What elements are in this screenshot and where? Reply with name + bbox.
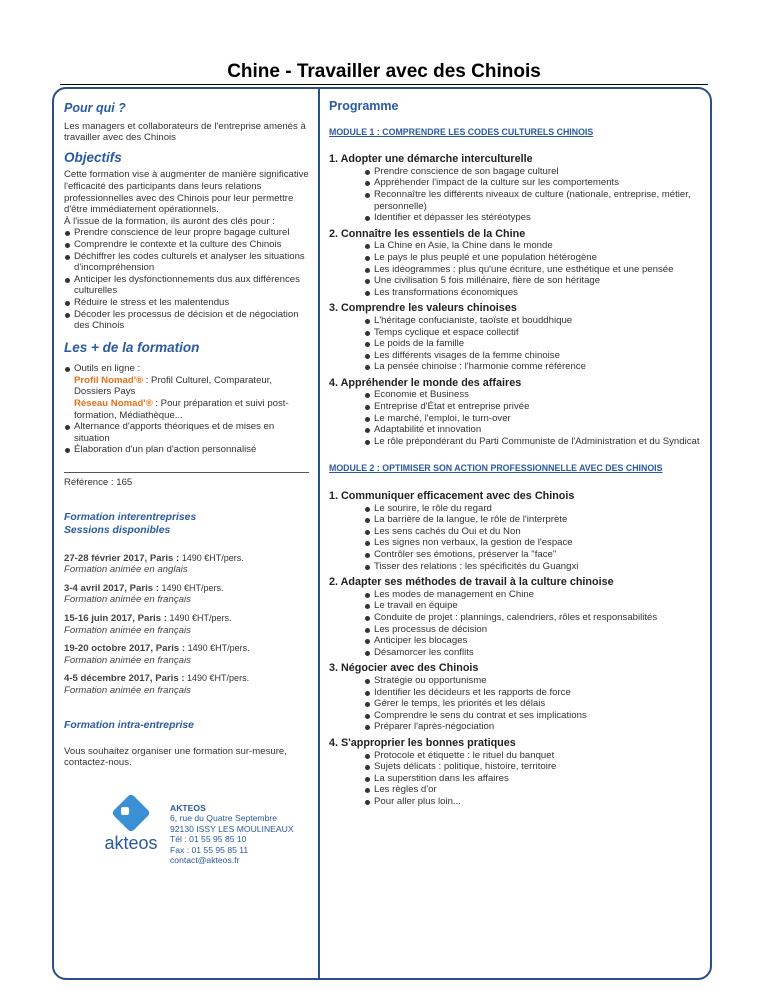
session-price: 1490 €HT/pers. — [158, 582, 224, 593]
section-list — [364, 240, 709, 298]
section-list — [364, 315, 709, 373]
session-price: 1490 €HT/pers. — [184, 673, 250, 684]
list-item: Le poids de la famille — [364, 338, 709, 350]
objectifs-list — [64, 227, 309, 331]
list-item: Conduite de projet : plannings, calendriers, rôles et responsabilités — [364, 612, 709, 624]
inter-heading: Formation interentreprises — [64, 511, 197, 523]
reseau-nomad-brand: Réseau Nomad'® — [74, 398, 153, 410]
list-item: Les règles d'or — [364, 784, 709, 796]
list-item: Economie et Business — [364, 389, 709, 401]
list-item: Anticiper les blocages — [364, 635, 709, 647]
list-item: Identifier et dépasser les stéréotypes — [364, 212, 709, 224]
company-email[interactable]: contact@akteos.fr — [170, 855, 240, 866]
list-item — [64, 363, 309, 421]
page-title: Chine - Travailler avec des Chinois — [227, 61, 541, 82]
company-name: AKTEOS — [170, 803, 206, 813]
module-1-title: MODULE 1 : COMPRENDRE LES CODES CULTURELS CHINOIS — [329, 126, 594, 137]
list-item: Les idéogrammes : plus qu'une écriture, une esthétique et une pensée — [364, 264, 709, 276]
session-language: Formation animée en français — [64, 654, 191, 666]
intra-text: Vous souhaitez organiser une formation sur-mesure, contactez-nous. — [64, 745, 287, 769]
session-date: 15-16 juin 2017, Paris : — [64, 613, 167, 624]
section-title: 1. Communiquer efficacement avec des Chinois — [329, 490, 575, 503]
session-language: Formation animée en anglais — [64, 564, 188, 576]
section-title: 4. S'approprier les bonnes pratiques — [329, 736, 516, 749]
programme-heading: Programme — [329, 99, 399, 113]
list-item: Entreprise d'État et entreprise privée — [364, 401, 709, 413]
profil-nomad-desc: : Profil Culturel, Comparateur, Dossiers Pays — [74, 374, 273, 398]
list-item: Identifier les décideurs et les rapports de force — [364, 687, 709, 699]
list-item: Désamorcer les conflits — [364, 647, 709, 659]
left-column — [64, 103, 309, 769]
list-item: Stratégie ou opportunisme — [364, 675, 709, 687]
list-item: Déchiffrer les codes culturels et analyser les situations d'incompréhension — [64, 251, 309, 274]
session-price: 1490 €HT/pers. — [166, 613, 232, 623]
list-item: Comprendre le contexte et la culture des Chinois — [64, 239, 309, 251]
section-title: 1. Adopter une démarche interculturelle — [329, 153, 533, 166]
session-entry — [64, 673, 309, 696]
list-item: Pour aller plus loin... — [364, 796, 709, 808]
company-address — [170, 803, 294, 865]
section-title: 2. Adapter ses méthodes de travail à la culture chinoise — [329, 576, 614, 589]
list-item: Réduire le stress et les malentendus — [64, 297, 309, 309]
list-item: La pensée chinoise : l'harmonie comme référence — [364, 361, 709, 373]
pour-qui-heading: Pour qui ? — [64, 101, 126, 115]
section-title: 3. Négocier avec des Chinois — [329, 662, 479, 675]
list-item: Reconnaître les différents niveaux de culture (nationale, entreprise, métier, personnelle) — [364, 189, 709, 212]
list-item: Préparer l'après-négociation — [364, 721, 709, 733]
list-item: Tisser des relations : les spécificités du Guangxi — [364, 561, 709, 573]
list-item: Le travail en équipe — [364, 600, 709, 612]
session-price: 1490 €HT/pers. — [179, 552, 244, 563]
section-list — [364, 166, 709, 224]
session-entry — [64, 583, 309, 606]
akteos-logo — [96, 789, 166, 879]
session-date: 27-28 février 2017, Paris : — [64, 552, 180, 564]
company-tel: Tél : 01 55 95 85 10 — [170, 834, 247, 845]
list-item: Appréhender l'impact de la culture sur les comportements — [364, 177, 709, 189]
session-entry — [64, 553, 309, 576]
list-item: L'héritage confucianiste, taoïste et bouddhique — [364, 315, 709, 327]
session-language: Formation animée en français — [64, 594, 191, 606]
list-item: Gérer le temps, les priorités et les délais — [364, 698, 709, 710]
tools-label: Outils en ligne : — [74, 363, 141, 375]
list-item: Anticiper les dysfonctionnements dus aux différences culturelles — [64, 274, 309, 297]
plus-list — [64, 363, 309, 456]
list-item: Les signes non verbaux, la gestion de l'espace — [364, 537, 709, 549]
list-item: Le pays le plus peuplé et une population hétérogène — [364, 252, 709, 264]
list-item: Adaptabilité et innovation — [364, 424, 709, 436]
logo-wordmark: akteos — [104, 833, 158, 853]
pour-qui-text: Les managers et collaborateurs de l'entreprise amenés à travailler avec des Chinois — [64, 120, 306, 144]
list-item: Les processus de décision — [364, 624, 709, 636]
reseau-nomad-desc: : Pour préparation et suivi post-formation, Médiathèque... — [74, 398, 289, 421]
list-item: Une civilisation 5 fois millénaire, fière de son héritage — [364, 275, 709, 287]
reference-text: Référence : 165 — [64, 477, 133, 489]
right-column — [329, 101, 709, 807]
session-price: 1490 €HT/pers. — [185, 643, 250, 654]
session-entry — [64, 613, 309, 636]
session-language: Formation animée en français — [64, 624, 191, 636]
list-item: Le rôle prépondérant du Parti Communiste de l'Administration et du Syndicat — [364, 436, 709, 448]
section-title: 3. Comprendre les valeurs chinoises — [329, 302, 517, 315]
company-city: 92130 ISSY LES MOULINEAUX — [170, 823, 294, 834]
column-divider — [318, 89, 320, 978]
content-frame — [52, 87, 712, 980]
session-date: 4-5 décembre 2017, Paris : — [64, 673, 185, 685]
plus-heading: Les + de la formation — [64, 339, 200, 355]
title-underline — [60, 84, 708, 85]
list-item: La Chine en Asie, la Chine dans le monde — [364, 240, 709, 252]
section-list — [364, 750, 709, 808]
session-date: 19-20 octobre 2017, Paris : — [64, 643, 186, 655]
reference-divider — [64, 472, 309, 473]
session-date: 3-4 avril 2017, Paris : — [64, 582, 159, 594]
intra-heading: Formation intra-entreprise — [64, 719, 194, 731]
list-item: Élaboration d'un plan d'action personnalisé — [64, 444, 309, 456]
list-item: Le marché, l'emploi, le turn-over — [364, 413, 709, 425]
sessions-heading: Sessions disponibles — [64, 524, 171, 536]
list-item: Décoder les processus de décision et de négociation des Chinois — [64, 309, 309, 332]
objectifs-intro2: À l'issue de la formation, ils auront des clés pour : — [64, 215, 275, 227]
list-item: Les différents visages de la femme chinoise — [364, 350, 709, 362]
objectifs-heading: Objectifs — [64, 149, 122, 165]
list-item: La barrière de la langue, le rôle de l'interprète — [364, 514, 709, 526]
section-list — [364, 389, 709, 447]
list-item: Prendre conscience de son bagage culturel — [364, 166, 709, 178]
section-title: 4. Appréhender le monde des affaires — [329, 376, 522, 389]
list-item: Contrôler ses émotions, préserver la "face" — [364, 549, 709, 561]
session-language: Formation animée en français — [64, 684, 191, 696]
section-list — [364, 503, 709, 573]
section-title: 2. Connaître les essentiels de la Chine — [329, 227, 526, 240]
list-item: Sujets délicats : politique, histoire, territoire — [364, 761, 709, 773]
list-item: Prendre conscience de leur propre bagage culturel — [64, 227, 309, 239]
company-fax: Fax : 01 55 95 85 11 — [170, 844, 249, 855]
section-list — [364, 589, 709, 659]
session-entry — [64, 643, 309, 666]
section-list — [364, 675, 709, 733]
list-item: Protocole et étiquette : le rituel du banquet — [364, 750, 709, 762]
list-item: Alternance d'apports théoriques et de mises en situation — [64, 421, 309, 444]
list-item: La superstition dans les affaires — [364, 773, 709, 785]
list-item: Les sens cachés du Oui et du Non — [364, 526, 709, 538]
list-item: Les modes de management en Chine — [364, 589, 709, 601]
profil-nomad-brand: Profil Nomad'® — [74, 374, 144, 386]
list-item: Comprendre le sens du contrat et ses implications — [364, 710, 709, 722]
list-item: Le sourire, le rôle du regard — [364, 503, 709, 515]
module-2-title: MODULE 2 : OPTIMISER SON ACTION PROFESSIONNELLE AVEC DES CHINOIS — [329, 463, 663, 474]
list-item: Temps cyclique et espace collectif — [364, 327, 709, 339]
objectifs-intro: Cette formation vise à augmenter de manière significative l'efficacité des participants dans leurs relations professionnelles avec des Chinois pour leur permettre d'être immédiatement opérationnels. — [64, 169, 309, 216]
company-street: 6, rue du Quatre Septembre — [170, 813, 278, 824]
list-item: Les transformations économiques — [364, 287, 709, 299]
